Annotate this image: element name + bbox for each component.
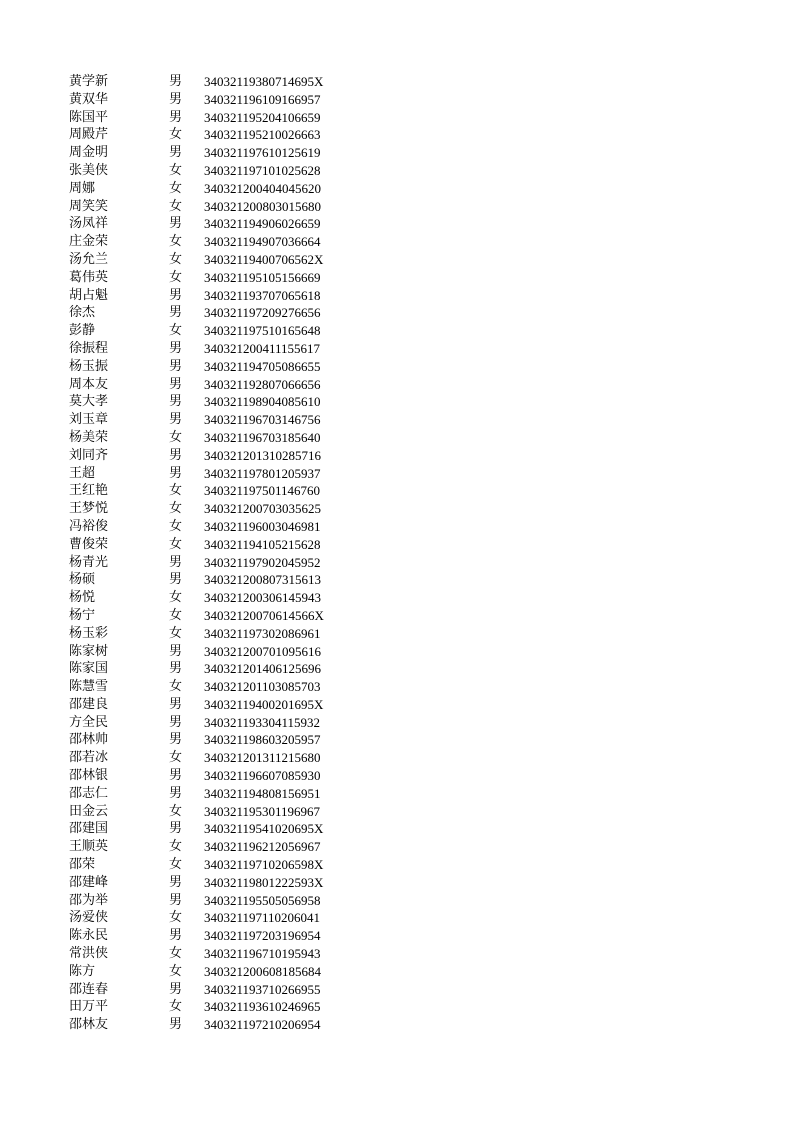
id-number: 340321194105215628 bbox=[204, 536, 321, 552]
person-gender: 男 bbox=[169, 109, 183, 125]
id-number: 340321201311215680 bbox=[204, 750, 321, 766]
id-number: 340321196703146756 bbox=[204, 412, 321, 428]
person-name: 田金云 bbox=[69, 803, 109, 819]
id-number: 340321196703185640 bbox=[204, 429, 321, 445]
list-item bbox=[69, 322, 324, 340]
person-gender: 女 bbox=[169, 910, 183, 926]
id-number: 340321196710195943 bbox=[204, 946, 321, 962]
person-name: 邵林银 bbox=[69, 768, 109, 784]
person-name: 常洪侠 bbox=[69, 946, 109, 962]
person-gender: 男 bbox=[169, 74, 183, 89]
list-item bbox=[69, 554, 324, 572]
list-item bbox=[69, 109, 324, 127]
person-name: 周金明 bbox=[69, 145, 109, 161]
id-number: 340321197210206954 bbox=[204, 1017, 321, 1033]
person-name: 汤允兰 bbox=[69, 251, 109, 267]
id-number: 340321195301196967 bbox=[204, 803, 321, 819]
person-gender: 女 bbox=[169, 963, 183, 979]
list-item bbox=[69, 927, 324, 945]
id-number: 340321194907036664 bbox=[204, 234, 321, 250]
list-item bbox=[69, 251, 324, 269]
list-item bbox=[69, 963, 324, 981]
person-gender: 男 bbox=[169, 821, 183, 837]
id-number: 340321197203196954 bbox=[204, 928, 321, 944]
list-item bbox=[69, 643, 324, 661]
list-item bbox=[69, 767, 324, 785]
person-gender: 女 bbox=[169, 590, 183, 606]
person-name: 徐杰 bbox=[69, 305, 96, 321]
person-gender: 男 bbox=[169, 145, 183, 161]
person-name: 葛伟英 bbox=[69, 269, 109, 285]
id-number: 340321197302086961 bbox=[204, 625, 321, 641]
list-item bbox=[69, 1016, 324, 1034]
list-item bbox=[69, 518, 324, 536]
person-gender: 男 bbox=[169, 91, 183, 107]
person-name: 田万平 bbox=[69, 999, 109, 1015]
person-gender: 男 bbox=[169, 465, 183, 481]
person-gender: 男 bbox=[169, 981, 183, 997]
id-number: 340321200411155617 bbox=[204, 340, 321, 356]
person-name: 邵林帅 bbox=[69, 732, 109, 748]
id-number: 340321201103085703 bbox=[204, 679, 321, 695]
id-number: 340321196212056967 bbox=[204, 839, 321, 855]
list-item bbox=[69, 429, 324, 447]
person-name: 黄双华 bbox=[69, 91, 109, 107]
person-gender: 女 bbox=[169, 857, 183, 873]
person-gender: 女 bbox=[169, 429, 183, 445]
list-item bbox=[69, 820, 324, 838]
id-number: 340321200306145943 bbox=[204, 590, 321, 606]
person-gender: 男 bbox=[169, 1017, 183, 1033]
list-item bbox=[69, 73, 324, 91]
id-number: 340321197902045952 bbox=[204, 554, 321, 570]
person-gender: 女 bbox=[169, 625, 183, 641]
list-item bbox=[69, 625, 324, 643]
list-item bbox=[69, 981, 324, 999]
id-number: 340321201406125696 bbox=[204, 661, 321, 677]
person-name: 莫大孝 bbox=[69, 394, 109, 410]
person-name: 徐振程 bbox=[69, 340, 109, 356]
person-gender: 女 bbox=[169, 518, 183, 534]
person-name: 王梦悦 bbox=[69, 501, 109, 517]
person-gender: 男 bbox=[169, 447, 183, 463]
list-item bbox=[69, 571, 324, 589]
person-name: 刘玉章 bbox=[69, 412, 109, 428]
list-item bbox=[69, 126, 324, 144]
person-gender: 男 bbox=[169, 554, 183, 570]
person-gender: 男 bbox=[169, 696, 183, 712]
list-item bbox=[69, 892, 324, 910]
list-item bbox=[69, 180, 324, 198]
person-name: 杨悦 bbox=[69, 590, 96, 606]
person-name: 张美侠 bbox=[69, 162, 109, 178]
person-gender: 男 bbox=[169, 643, 183, 659]
person-gender: 女 bbox=[169, 501, 183, 517]
list-item bbox=[69, 536, 324, 554]
list-item bbox=[69, 660, 324, 678]
list-item bbox=[69, 696, 324, 714]
id-number: 34032120070614566X bbox=[204, 607, 324, 623]
person-gender: 女 bbox=[169, 162, 183, 178]
person-name: 陈永民 bbox=[69, 928, 109, 944]
id-number: 34032119380714695X bbox=[204, 74, 324, 89]
person-name: 邵林友 bbox=[69, 1017, 109, 1033]
person-name: 邵为举 bbox=[69, 892, 109, 908]
person-gender: 女 bbox=[169, 198, 183, 214]
id-number: 34032119400706562X bbox=[204, 251, 324, 267]
list-item bbox=[69, 607, 324, 625]
list-item bbox=[69, 945, 324, 963]
list-item bbox=[69, 144, 324, 162]
id-number: 340321197610125619 bbox=[204, 145, 321, 161]
list-item bbox=[69, 269, 324, 287]
id-number: 340321197101025628 bbox=[204, 162, 321, 178]
person-name: 陈国平 bbox=[69, 109, 109, 125]
person-gender: 男 bbox=[169, 661, 183, 677]
id-number: 340321197209276656 bbox=[204, 305, 321, 321]
person-name: 邵连春 bbox=[69, 981, 109, 997]
person-name: 周笑笑 bbox=[69, 198, 109, 214]
id-number: 340321197110206041 bbox=[204, 910, 321, 926]
person-gender: 男 bbox=[169, 892, 183, 908]
person-name: 曹俊荣 bbox=[69, 536, 109, 552]
id-number: 340321193304115932 bbox=[204, 714, 321, 730]
person-gender: 男 bbox=[169, 394, 183, 410]
list-item bbox=[69, 589, 324, 607]
id-number: 340321196607085930 bbox=[204, 768, 321, 784]
person-gender: 女 bbox=[169, 483, 183, 499]
id-number: 340321200608185684 bbox=[204, 963, 321, 979]
person-gender: 女 bbox=[169, 803, 183, 819]
list-item bbox=[69, 393, 324, 411]
person-gender: 女 bbox=[169, 839, 183, 855]
person-name: 杨玉彩 bbox=[69, 625, 109, 641]
id-number: 34032119541020695X bbox=[204, 821, 324, 837]
person-gender: 女 bbox=[169, 251, 183, 267]
person-name: 邵志仁 bbox=[69, 785, 109, 801]
list-item bbox=[69, 714, 324, 732]
person-name: 刘同齐 bbox=[69, 447, 109, 463]
person-gender: 女 bbox=[169, 946, 183, 962]
id-number: 340321197501146760 bbox=[204, 483, 321, 499]
person-gender: 女 bbox=[169, 750, 183, 766]
person-name: 汤爱侠 bbox=[69, 910, 109, 926]
person-gender: 男 bbox=[169, 287, 183, 303]
person-name: 方全民 bbox=[69, 714, 109, 730]
list-item bbox=[69, 909, 324, 927]
person-name: 胡占魁 bbox=[69, 287, 109, 303]
list-item bbox=[69, 731, 324, 749]
person-gender: 男 bbox=[169, 785, 183, 801]
person-gender: 女 bbox=[169, 536, 183, 552]
person-gender: 男 bbox=[169, 305, 183, 321]
person-gender: 男 bbox=[169, 358, 183, 374]
id-number: 340321200701095616 bbox=[204, 643, 321, 659]
list-item bbox=[69, 500, 324, 518]
person-gender: 男 bbox=[169, 928, 183, 944]
id-number: 340321194906026659 bbox=[204, 216, 321, 232]
person-name: 陈慧雪 bbox=[69, 679, 109, 695]
person-name: 彭静 bbox=[69, 323, 96, 339]
id-number: 340321193610246965 bbox=[204, 999, 321, 1015]
person-name: 邵建峰 bbox=[69, 874, 109, 890]
person-gender: 男 bbox=[169, 376, 183, 392]
person-gender: 男 bbox=[169, 874, 183, 890]
person-gender: 男 bbox=[169, 714, 183, 730]
person-gender: 男 bbox=[169, 768, 183, 784]
person-name: 陈家树 bbox=[69, 643, 109, 659]
id-number: 340321201310285716 bbox=[204, 447, 321, 463]
person-name: 庄金荣 bbox=[69, 234, 109, 250]
person-name: 邵若冰 bbox=[69, 750, 109, 766]
id-number: 340321198904085610 bbox=[204, 394, 321, 410]
person-name: 王顺英 bbox=[69, 839, 109, 855]
person-name: 陈方 bbox=[69, 963, 96, 979]
id-number: 340321200807315613 bbox=[204, 572, 321, 588]
list-item bbox=[69, 482, 324, 500]
person-gender: 男 bbox=[169, 732, 183, 748]
id-number: 340321195204106659 bbox=[204, 109, 321, 125]
person-name: 邵建良 bbox=[69, 696, 109, 712]
id-number: 340321197801205937 bbox=[204, 465, 321, 481]
id-number: 340321195105156669 bbox=[204, 269, 321, 285]
person-gender: 女 bbox=[169, 127, 183, 143]
id-number: 340321196003046981 bbox=[204, 518, 321, 534]
person-name: 王红艳 bbox=[69, 483, 109, 499]
list-item bbox=[69, 785, 324, 803]
person-name: 冯裕俊 bbox=[69, 518, 109, 534]
id-number: 34032119400201695X bbox=[204, 696, 324, 712]
person-name: 周本友 bbox=[69, 376, 109, 392]
person-name: 周娜 bbox=[69, 180, 96, 196]
person-name: 杨青光 bbox=[69, 554, 109, 570]
id-number: 34032119801222593X bbox=[204, 874, 324, 890]
id-number: 340321194808156951 bbox=[204, 785, 321, 801]
id-number: 34032119710206598X bbox=[204, 857, 324, 873]
person-gender: 女 bbox=[169, 679, 183, 695]
id-number: 340321200803015680 bbox=[204, 198, 321, 214]
person-gender: 女 bbox=[169, 180, 183, 196]
person-list bbox=[69, 73, 324, 1034]
list-item bbox=[69, 287, 324, 305]
person-name: 汤凤祥 bbox=[69, 216, 109, 232]
id-number: 340321193710266955 bbox=[204, 981, 321, 997]
id-number: 340321193707065618 bbox=[204, 287, 321, 303]
list-item bbox=[69, 91, 324, 109]
list-item bbox=[69, 838, 324, 856]
person-gender: 女 bbox=[169, 323, 183, 339]
list-item bbox=[69, 233, 324, 251]
person-name: 周殿芹 bbox=[69, 127, 109, 143]
list-item bbox=[69, 465, 324, 483]
list-item bbox=[69, 340, 324, 358]
list-item bbox=[69, 376, 324, 394]
person-name: 杨宁 bbox=[69, 607, 96, 623]
list-item bbox=[69, 447, 324, 465]
id-number: 340321195505056958 bbox=[204, 892, 321, 908]
person-gender: 男 bbox=[169, 572, 183, 588]
person-name: 陈家国 bbox=[69, 661, 109, 677]
id-number: 340321200703035625 bbox=[204, 501, 321, 517]
id-number: 340321198603205957 bbox=[204, 732, 321, 748]
person-name: 杨美荣 bbox=[69, 429, 109, 445]
id-number: 340321195210026663 bbox=[204, 127, 321, 143]
person-name: 王超 bbox=[69, 465, 96, 481]
person-name: 邵建国 bbox=[69, 821, 109, 837]
list-item bbox=[69, 215, 324, 233]
person-name: 邵荣 bbox=[69, 857, 96, 873]
list-item bbox=[69, 411, 324, 429]
person-gender: 女 bbox=[169, 269, 183, 285]
person-name: 黄学新 bbox=[69, 74, 109, 89]
list-item bbox=[69, 304, 324, 322]
list-item bbox=[69, 998, 324, 1016]
list-item bbox=[69, 856, 324, 874]
list-item bbox=[69, 874, 324, 892]
id-number: 340321192807066656 bbox=[204, 376, 321, 392]
person-gender: 男 bbox=[169, 340, 183, 356]
person-name: 杨玉振 bbox=[69, 358, 109, 374]
id-number: 340321194705086655 bbox=[204, 358, 321, 374]
list-item bbox=[69, 358, 324, 376]
list-item bbox=[69, 198, 324, 216]
person-gender: 女 bbox=[169, 607, 183, 623]
list-item bbox=[69, 678, 324, 696]
person-gender: 女 bbox=[169, 999, 183, 1015]
list-item bbox=[69, 162, 324, 180]
list-item bbox=[69, 803, 324, 821]
person-gender: 男 bbox=[169, 216, 183, 232]
id-number: 340321196109166957 bbox=[204, 91, 321, 107]
person-name: 杨硕 bbox=[69, 572, 96, 588]
list-item bbox=[69, 749, 324, 767]
id-number: 340321200404045620 bbox=[204, 180, 321, 196]
person-gender: 男 bbox=[169, 412, 183, 428]
person-gender: 女 bbox=[169, 234, 183, 250]
id-number: 340321197510165648 bbox=[204, 323, 321, 339]
